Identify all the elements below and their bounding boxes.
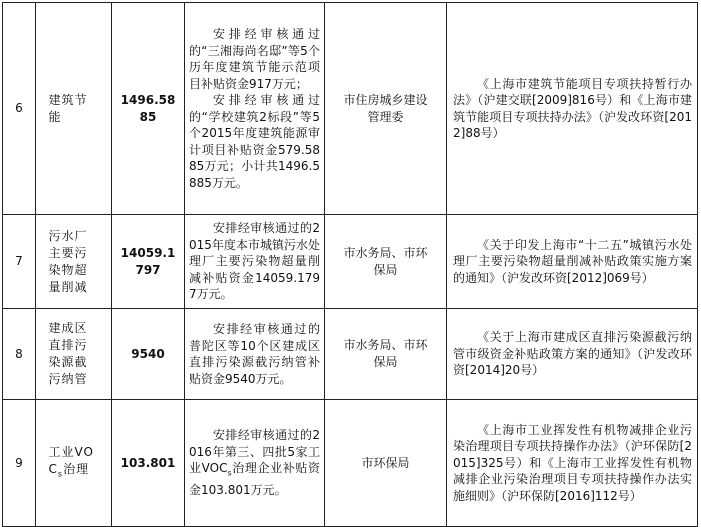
- policy-basis: 《上海市建筑节能项目专项扶持暂行办法》（沪建交联[2009]816号）和《上海市建筑节能项目专项扶持办法》（沪发改环资[2012]88号）: [453, 76, 692, 140]
- row-number: 6: [3, 3, 36, 215]
- responsible-department: 市住房城乡建设管理委: [343, 92, 428, 124]
- project-name: 工业$VOC_s$治理: [48, 444, 94, 479]
- subsidy-table: [2, 2, 698, 527]
- description-paragraph: 安排经审核通过的普陀区等10个区建成区直排污染源截污纳管补贴资金9540万元。: [189, 322, 320, 386]
- policy-basis: 《上海市工业挥发性有机物减排企业污染治理项目专项扶持操作办法》（沪环保防[2015]325号）和《上海市工业挥发性有机物减排企业污染治理项目专项扶持操作办法实施细则》（沪环保防[2016]112号）: [453, 422, 692, 503]
- policy-basis: 《关于上海市建成区直排污染源截污纳管市级资金补贴政策方案的通知》（沪发改环资[2014]20号）: [453, 330, 692, 378]
- project-name: 建成区直排污染源截污纳管: [48, 321, 88, 386]
- table-row: [3, 400, 698, 527]
- table-row: [3, 215, 698, 309]
- project-description: [185, 26, 324, 191]
- funding-amount: 103.801: [120, 455, 176, 470]
- responsible-department: 市水务局、市环保局: [343, 245, 428, 277]
- project-name: 建筑节能: [48, 92, 88, 124]
- row-number: 8: [3, 309, 36, 400]
- funding-amount: 9540: [131, 346, 165, 361]
- table-row: [3, 309, 698, 400]
- row-number: 9: [3, 400, 36, 527]
- description-paragraph: 安排经审核通过的2015年度本市城镇污水处理厂主要污染物超量削减补贴资金14059.1797万元。: [189, 221, 320, 302]
- project-description: [185, 220, 324, 303]
- row-number: 7: [3, 215, 36, 309]
- project-description: [185, 427, 324, 498]
- description-paragraph: 安排经审核通过的2016年第三、四批5家工业$VOC_s$治理企业补贴资金103.801万元。: [189, 428, 320, 498]
- description-paragraph: 安排经审核通过的“三湘海尚名邸”等5个历年度建筑节能示范项目补贴资金917万元；: [189, 27, 320, 91]
- project-name: 污水厂主要污染物超量削减: [48, 228, 88, 294]
- project-description: [185, 321, 324, 387]
- funding-amount: 14059.1797: [120, 245, 176, 277]
- responsible-department: 市水务局、市环保局: [343, 338, 428, 369]
- responsible-department: 市环保局: [361, 455, 410, 470]
- table-row: [3, 3, 698, 215]
- description-paragraph: 安排经审核通过的“学校建筑2标段”等5个2015年度建筑能源审计项目补贴资金579.5885万元；小计共1496.5885万元。: [189, 93, 320, 190]
- funding-amount: 1496.5885: [120, 92, 176, 124]
- policy-basis: 《关于印发上海市“十二五”城镇污水处理厂主要污染物超量削减补贴政策实施方案的通知》（沪发改环资[2012]069号）: [453, 237, 692, 285]
